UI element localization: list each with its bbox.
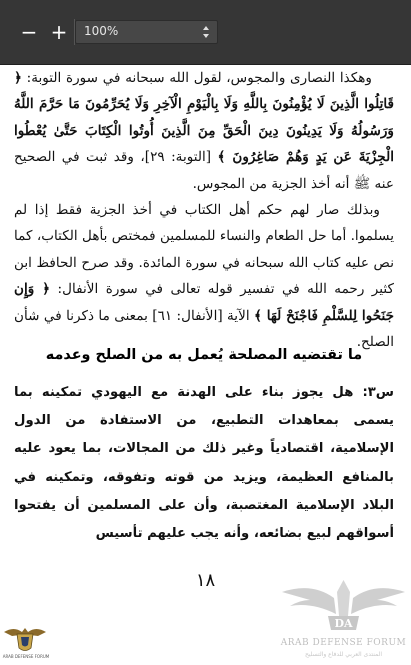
zoom-select[interactable] — [75, 20, 218, 44]
zoom-out-button[interactable]: − — [20, 20, 38, 44]
page-number: ١٨ — [195, 570, 216, 591]
forum-logo-small-text: ARAB DEFENSE FORUM — [2, 654, 50, 659]
forum-watermark-subtitle: المنتدى العربي للدفاع والتسليح — [305, 651, 382, 658]
pdf-toolbar — [0, 0, 411, 65]
quran-verse-tawbah: ﴿ قَاتِلُوا الَّذِينَ لَا يُؤْمِنُونَ بِاللَّهِ وَلَا بِالْيَوْمِ الْآخِرِ وَلَا يُحَرِّمُونَ مَا حَرَّمَ اللَّهُ وَرَسُولُهُ وَلَا يَدِينُونَ دِينَ الْحَقِّ مِنَ الَّذِينَ أُوتُوا الْكِتَابَ حَتَّىٰ يُعْطُوا الْجِزْيَةَ عَن يَدٍ وَهُمْ صَاغِرُونَ ﴾ — [14, 70, 395, 166]
zoom-value: 100% — [84, 24, 119, 38]
forum-logo-small — [0, 620, 50, 665]
forum-monogram: DA — [334, 617, 353, 630]
select-arrows-icon — [202, 24, 210, 40]
paragraph-1-intro: وهكذا النصارى والمجوس، لقول الله سبحانه في سورة التوبة: — [21, 70, 372, 86]
paragraph-1 — [14, 65, 394, 197]
paragraph-2-conclusion: الآية [الأنفال: ٦١] بمعنى ما ذكرنا في شأن الصلح. — [14, 307, 394, 351]
forum-watermark — [276, 576, 411, 665]
document-page — [0, 65, 411, 665]
paragraph-2-text: وبذلك صار لهم حكم أهل الكتاب في أخذ الجزية فقط إذا لم يسلموا. أما حل الطعام والنساء للمسلمين فمختص بأهل الكتاب، كما نص عليه كتاب الله سبحانه في سورة المائدة. وقد صرح الحافظ ابن كثير رحمه الله في تفسير قوله تعالى في سورة الأنفال: — [14, 202, 394, 298]
forum-wings-icon — [276, 576, 411, 638]
zoom-in-button[interactable]: + — [50, 20, 68, 44]
forum-watermark-title: ARAB DEFENSE FORUM — [280, 638, 407, 648]
question-text: س٣: هل يجوز بناء على الهدنة مع اليهودي تمكينه بما يسمى بمعاهدات التطبيع، من الاستفادة من الدول الإسلامية، اقتصادياً وغير ذلك من المجالات، بما يعود عليه بالمنافع العظيمة، ويزيد من قوته وتفوقه، وتمكينه في البلاد الإسلامية المغتصبة، وأن على المسلمين أن يفتحوا أسواقهم لبيع بضائعه، وأنه يجب عليهم تأسيس — [14, 385, 394, 542]
section-heading: ما تقتضيه المصلحة يُعمل به من الصلح وعدمه — [45, 347, 363, 363]
body-text — [14, 65, 394, 355]
paragraph-1-conclusion: وقد ثبت في الصحيح عنه ﷺ أنه أخذ الجزية من المجوس. — [14, 149, 394, 192]
quran-verse-anfal: ﴿ وَإِن جَنَحُوا لِلسَّلْمِ فَاجْنَحْ لَهَا ﴾ — [14, 281, 395, 324]
eagle-emblem-icon — [0, 620, 50, 656]
verse-reference-tawbah: [التوبة: ٢٩]، — [140, 149, 218, 166]
paragraph-2 — [14, 197, 394, 355]
